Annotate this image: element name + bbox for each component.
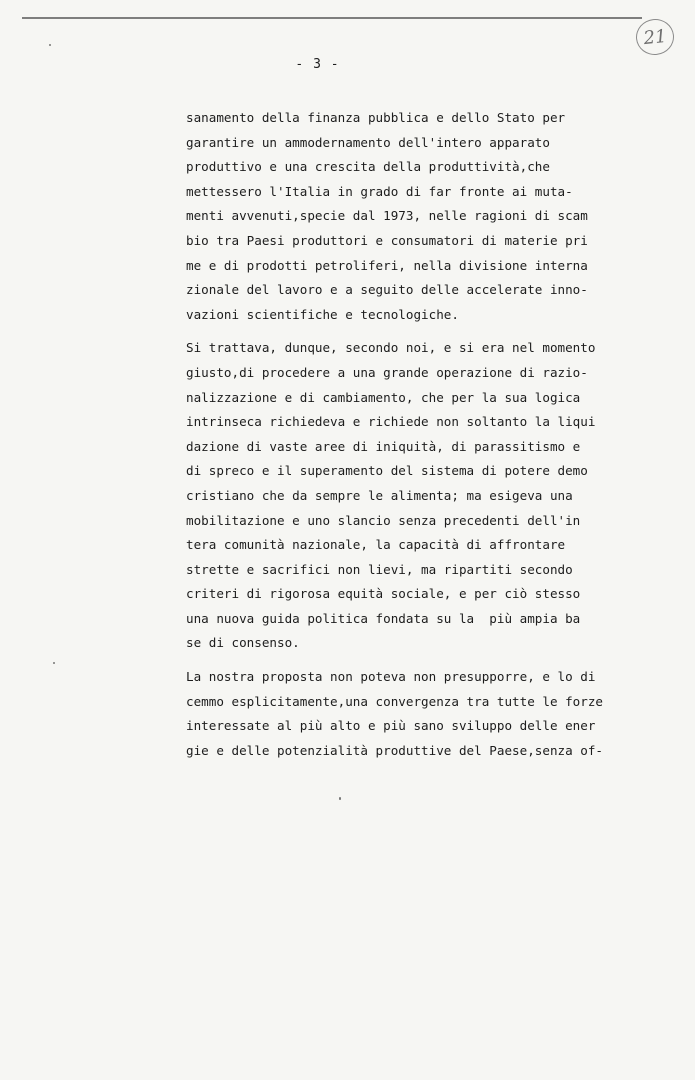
text-line: giusto,di procedere a una grande operazione di razio-	[186, 364, 588, 380]
text-line: garantire un ammodernamento dell'intero apparato	[186, 134, 550, 150]
text-line: mettessero l'Italia in grado di far fronte ai muta-	[186, 183, 573, 199]
text-line: criteri di rigorosa equità sociale, e per ciò stesso	[186, 586, 581, 602]
text-line: La nostra proposta non poteva non presupporre, e lo di	[186, 669, 596, 685]
paragraph-3	[186, 665, 656, 763]
text-line: cemmo esplicitamente,una convergenza tra tutte le forze	[186, 693, 604, 709]
text-line: zionale del lavoro e a seguito delle accelerate inno-	[186, 282, 588, 298]
text-line: interessate al più alto e più sano sviluppo delle ener	[186, 718, 596, 734]
document-body	[186, 106, 656, 772]
text-line: Si trattava, dunque, secondo noi, e si era nel momento	[186, 340, 596, 356]
text-line: cristiano che da sempre le alimenta; ma esigeva una	[186, 487, 573, 503]
folio-stamp: 21	[634, 17, 676, 57]
text-line: produttivo e una crescita della produttività,che	[186, 159, 550, 175]
text-line: nalizzazione e di cambiamento, che per la sua logica	[186, 389, 581, 405]
text-line: me e di prodotti petroliferi, nella divisione interna	[186, 257, 588, 273]
page-number: - 3 -	[295, 57, 340, 72]
text-line: vazioni scientifiche e tecnologiche.	[186, 306, 459, 322]
text-line: una nuova guida politica fondata su la più ampia ba	[186, 610, 581, 626]
text-line: gie e delle potenzialità produttive del Paese,senza of-	[186, 742, 604, 758]
text-line: dazione di vaste aree di iniquità, di parassitismo e	[186, 438, 581, 454]
text-line: sanamento della finanza pubblica e dello Stato per	[186, 110, 566, 125]
paragraph-2	[186, 336, 656, 656]
scan-speck	[339, 797, 341, 800]
scan-speck	[53, 662, 55, 664]
paragraph-1	[186, 106, 656, 327]
text-line: menti avvenuti,specie dal 1973, nelle ragioni di scam	[186, 208, 588, 224]
text-line: bio tra Paesi produttori e consumatori di materie pri	[186, 232, 588, 248]
text-line: di spreco e il superamento del sistema di potere demo	[186, 463, 588, 479]
text-line: se di consenso.	[186, 635, 300, 651]
text-line: mobilitazione e uno slancio senza precedenti dell'in	[186, 512, 581, 528]
scan-speck	[49, 44, 51, 46]
top-edge-rule	[22, 17, 642, 19]
text-line: tera comunità nazionale, la capacità di affrontare	[186, 537, 566, 553]
text-line: strette e sacrifici non lievi, ma ripartiti secondo	[186, 561, 573, 577]
text-line: intrinseca richiedeva e richiede non soltanto la liqui	[186, 414, 596, 430]
